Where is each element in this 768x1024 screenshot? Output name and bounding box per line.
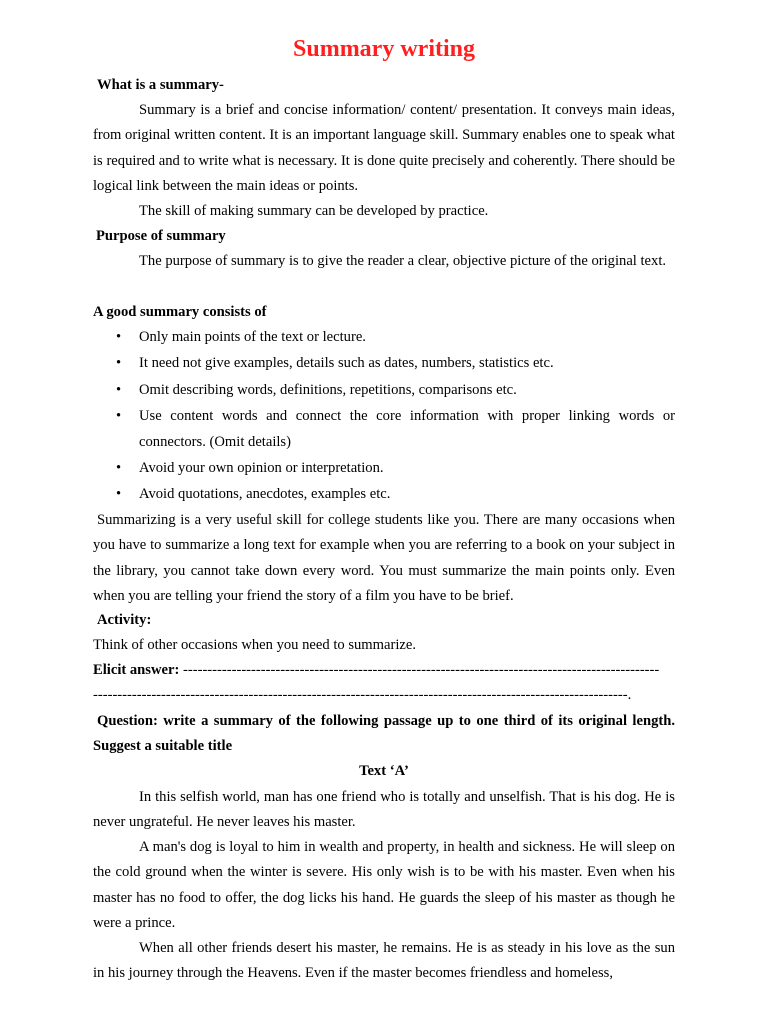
elicit-answer-label: Elicit answer:: [93, 662, 180, 678]
paragraph-purpose: The purpose of summary is to give the reader a clear, objective picture of the original text.: [139, 253, 667, 269]
page-title: Summary writing: [293, 36, 475, 62]
list-item: • Avoid quotations, anecdotes, examples etc.: [93, 482, 675, 507]
paragraph-skill-practice: The skill of making summary can be developed by practice.: [139, 203, 489, 219]
bullet-icon: •: [116, 355, 122, 372]
list-item: • Omit describing words, definitions, repetitions, comparisons etc.: [93, 378, 675, 403]
passage-paragraph-3: When all other friends desert his master, he remains. He is as steady in his love as the sun in his journey through the Heavens. Even if the master becomes friendless and homeless,: [93, 940, 675, 982]
paragraph-summarizing-useful: Summarizing is a very useful skill for college students like you. There are many occasions when you have to summarize a long text for example when you are referring to a book on your subject in the library, you cannot take down every word. You must summarize the main points only. Even when you are telling your friend the story of a film you have to be brief.: [93, 512, 675, 605]
text-a-heading: Text ‘A’: [359, 763, 409, 779]
good-summary-list: [93, 325, 675, 508]
passage-paragraph-2: A man's dog is loyal to him in wealth and property, in health and sickness. He will sleep on the cold ground when the winter is severe. His only wish is to be with his master. Even when his master has no food to offer, the dog licks his hand. He guards the sleep of his master as though he were a prince.: [93, 839, 675, 932]
list-item: • It need not give examples, details such as dates, numbers, statistics etc.: [93, 351, 675, 376]
question-instruction: Question: write a summary of the following passage up to one third of its original length. Suggest a suitable title: [93, 713, 675, 755]
elicit-answer-dashes-continued: --------------------------------------------------------------------------------------------------------------.: [93, 687, 632, 703]
list-item: • Only main points of the text or lecture.: [93, 325, 675, 350]
heading-what-is-summary: What is a summary-: [97, 77, 224, 93]
bullet-icon: •: [116, 486, 122, 503]
list-item: • Use content words and connect the core information with proper linking words or connectors. (Omit details): [93, 404, 675, 455]
bullet-icon: •: [116, 460, 122, 477]
heading-activity: Activity:: [97, 612, 152, 628]
list-item: • Avoid your own opinion or interpretation.: [93, 456, 675, 481]
heading-good-summary: A good summary consists of: [93, 304, 267, 320]
bullet-icon: •: [116, 408, 122, 425]
heading-purpose: Purpose of summary: [96, 228, 226, 244]
bullet-icon: •: [116, 329, 122, 345]
passage-paragraph-1: In this selfish world, man has one friend who is totally and unselfish. That is his dog. He is never ungrateful. He never leaves his master.: [93, 789, 675, 831]
paragraph-activity: Think of other occasions when you need to summarize.: [93, 637, 417, 653]
bullet-icon: •: [116, 381, 122, 398]
elicit-answer-line: [93, 658, 675, 683]
paragraph-summary-definition: Summary is a brief and concise information/ content/ presentation. It conveys main ideas, from original written content. It is an important language skill. Summary enables one to speak what is required and to write what is necessary. It is done quite precisely and coherently. There should be logical link between the main ideas or points.: [93, 102, 675, 195]
elicit-answer-dashes: --------------------------------------------------------------------------------------------------: [183, 662, 660, 678]
